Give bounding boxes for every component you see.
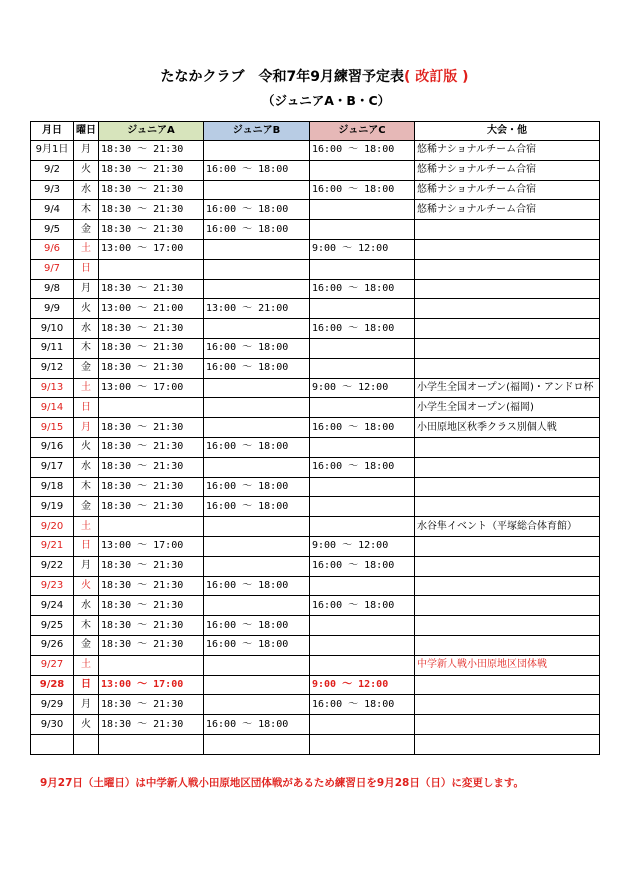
cell-day: 月 — [74, 418, 99, 438]
header-day: 曜日 — [74, 122, 99, 141]
cell-event — [415, 338, 600, 358]
table-row — [31, 259, 600, 279]
cell-junior-c — [310, 715, 415, 735]
cell-junior-c: 16:00 ～ 18:00 — [310, 180, 415, 200]
table-row — [31, 398, 600, 418]
cell-junior-b: 16:00 ～ 18:00 — [204, 635, 310, 655]
cell-date: 9/14 — [31, 398, 74, 418]
cell-day: 金 — [74, 220, 99, 240]
cell-event: 悠稀ナショナルチーム合宿 — [415, 180, 600, 200]
cell-junior-a: 13:00 ～ 17:00 — [99, 378, 204, 398]
table-row — [31, 279, 600, 299]
cell-event — [415, 536, 600, 556]
cell-event: 小田原地区秋季クラス別個人戦 — [415, 418, 600, 438]
cell-junior-a: 18:30 ～ 21:30 — [99, 576, 204, 596]
cell-day: 土 — [74, 517, 99, 537]
cell-day: 水 — [74, 457, 99, 477]
header-event: 大会・他 — [415, 122, 600, 141]
cell-date: 9/25 — [31, 616, 74, 636]
table-row — [31, 418, 600, 438]
cell-junior-a: 18:30 ～ 21:30 — [99, 200, 204, 220]
cell-date: 9/18 — [31, 477, 74, 497]
cell-junior-a: 18:30 ～ 21:30 — [99, 635, 204, 655]
cell-date: 9/6 — [31, 239, 74, 259]
cell-date — [31, 734, 74, 754]
cell-junior-a: 13:00 ～ 17:00 — [99, 536, 204, 556]
table-row — [31, 437, 600, 457]
cell-date: 9/3 — [31, 180, 74, 200]
cell-junior-b: 16:00 ～ 18:00 — [204, 576, 310, 596]
cell-event — [415, 497, 600, 517]
cell-event — [415, 457, 600, 477]
cell-date: 9/7 — [31, 259, 74, 279]
cell-day: 木 — [74, 338, 99, 358]
table-row — [31, 299, 600, 319]
cell-date: 9/4 — [31, 200, 74, 220]
table-row — [31, 180, 600, 200]
cell-junior-a: 18:30 ～ 21:30 — [99, 279, 204, 299]
cell-junior-a: 13:00 ～ 21:00 — [99, 299, 204, 319]
schedule-table — [30, 121, 600, 755]
cell-day: 月 — [74, 556, 99, 576]
header-junior-b: ジュニアB — [204, 122, 310, 141]
cell-junior-c: 16:00 ～ 18:00 — [310, 418, 415, 438]
page-title — [0, 66, 629, 86]
cell-junior-c: 16:00 ～ 18:00 — [310, 141, 415, 161]
cell-date: 9/17 — [31, 457, 74, 477]
table-row — [31, 200, 600, 220]
cell-date: 9/30 — [31, 715, 74, 735]
cell-day: 月 — [74, 695, 99, 715]
cell-date: 9/12 — [31, 358, 74, 378]
cell-date: 9/8 — [31, 279, 74, 299]
cell-junior-c: 16:00 ～ 18:00 — [310, 319, 415, 339]
cell-day: 火 — [74, 437, 99, 457]
cell-junior-b — [204, 141, 310, 161]
cell-date: 9/20 — [31, 517, 74, 537]
cell-junior-c — [310, 220, 415, 240]
cell-date: 9/15 — [31, 418, 74, 438]
cell-junior-b — [204, 675, 310, 695]
cell-junior-a: 18:30 ～ 21:30 — [99, 418, 204, 438]
cell-event: 小学生全国オープン(福岡)・アンドロ杯 — [415, 378, 600, 398]
cell-junior-a: 18:30 ～ 21:30 — [99, 358, 204, 378]
cell-event: 水谷隼イベント（平塚総合体育館） — [415, 517, 600, 537]
cell-day: 土 — [74, 655, 99, 675]
cell-junior-b — [204, 279, 310, 299]
cell-event — [415, 576, 600, 596]
cell-date: 9/19 — [31, 497, 74, 517]
cell-day: 金 — [74, 358, 99, 378]
cell-junior-c: 16:00 ～ 18:00 — [310, 695, 415, 715]
cell-junior-c — [310, 576, 415, 596]
cell-junior-a — [99, 734, 204, 754]
cell-date: 9/21 — [31, 536, 74, 556]
cell-event — [415, 220, 600, 240]
cell-date: 9/26 — [31, 635, 74, 655]
cell-day: 金 — [74, 497, 99, 517]
cell-day: 火 — [74, 715, 99, 735]
cell-junior-c: 9:00 ～ 12:00 — [310, 675, 415, 695]
cell-junior-b — [204, 596, 310, 616]
cell-event — [415, 715, 600, 735]
cell-junior-c: 16:00 ～ 18:00 — [310, 596, 415, 616]
cell-date: 9/24 — [31, 596, 74, 616]
cell-junior-a: 18:30 ～ 21:30 — [99, 141, 204, 161]
cell-event: 悠稀ナショナルチーム合宿 — [415, 160, 600, 180]
cell-junior-b: 16:00 ～ 18:00 — [204, 338, 310, 358]
cell-junior-a: 18:30 ～ 21:30 — [99, 338, 204, 358]
cell-day: 日 — [74, 675, 99, 695]
cell-junior-c: 9:00 ～ 12:00 — [310, 536, 415, 556]
cell-day: 火 — [74, 160, 99, 180]
schedule-body — [31, 141, 600, 755]
cell-day: 土 — [74, 378, 99, 398]
cell-junior-c — [310, 299, 415, 319]
cell-event — [415, 437, 600, 457]
cell-junior-c: 16:00 ～ 18:00 — [310, 457, 415, 477]
cell-junior-c — [310, 517, 415, 537]
cell-junior-b: 16:00 ～ 18:00 — [204, 616, 310, 636]
cell-date: 9/29 — [31, 695, 74, 715]
table-row — [31, 675, 600, 695]
cell-junior-c — [310, 497, 415, 517]
cell-junior-b — [204, 239, 310, 259]
table-row — [31, 715, 600, 735]
table-row — [31, 616, 600, 636]
cell-day: 水 — [74, 180, 99, 200]
cell-junior-c — [310, 616, 415, 636]
header-date: 月日 — [31, 122, 74, 141]
cell-junior-c: 9:00 ～ 12:00 — [310, 239, 415, 259]
table-row — [31, 338, 600, 358]
cell-day: 木 — [74, 477, 99, 497]
table-row — [31, 576, 600, 596]
cell-date: 9/23 — [31, 576, 74, 596]
cell-date: 9/11 — [31, 338, 74, 358]
cell-junior-b — [204, 378, 310, 398]
cell-day: 水 — [74, 319, 99, 339]
cell-event: 悠稀ナショナルチーム合宿 — [415, 141, 600, 161]
cell-junior-b — [204, 398, 310, 418]
cell-date: 9/13 — [31, 378, 74, 398]
table-row — [31, 536, 600, 556]
cell-day: 火 — [74, 576, 99, 596]
cell-junior-b — [204, 655, 310, 675]
table-row — [31, 378, 600, 398]
cell-junior-a: 18:30 ～ 21:30 — [99, 220, 204, 240]
table-row — [31, 655, 600, 675]
cell-junior-a: 18:30 ～ 21:30 — [99, 695, 204, 715]
cell-day: 日 — [74, 536, 99, 556]
cell-junior-a: 18:30 ～ 21:30 — [99, 160, 204, 180]
cell-event — [415, 734, 600, 754]
table-row — [31, 635, 600, 655]
cell-date: 9月1日 — [31, 141, 74, 161]
cell-event — [415, 675, 600, 695]
cell-event — [415, 319, 600, 339]
table-row — [31, 596, 600, 616]
table-row — [31, 695, 600, 715]
cell-junior-c — [310, 160, 415, 180]
cell-junior-a: 18:30 ～ 21:30 — [99, 437, 204, 457]
cell-junior-b — [204, 695, 310, 715]
cell-junior-b: 16:00 ～ 18:00 — [204, 200, 310, 220]
cell-event — [415, 358, 600, 378]
cell-junior-a: 18:30 ～ 21:30 — [99, 319, 204, 339]
cell-junior-b — [204, 180, 310, 200]
cell-day: 火 — [74, 299, 99, 319]
cell-date: 9/28 — [31, 675, 74, 695]
cell-junior-a — [99, 655, 204, 675]
cell-event — [415, 556, 600, 576]
cell-date: 9/16 — [31, 437, 74, 457]
cell-junior-b: 16:00 ～ 18:00 — [204, 715, 310, 735]
cell-junior-a: 18:30 ～ 21:30 — [99, 596, 204, 616]
cell-junior-a: 18:30 ～ 21:30 — [99, 180, 204, 200]
table-row — [31, 457, 600, 477]
cell-event: 悠稀ナショナルチーム合宿 — [415, 200, 600, 220]
cell-junior-b — [204, 319, 310, 339]
cell-junior-b: 16:00 ～ 18:00 — [204, 220, 310, 240]
table-row — [31, 517, 600, 537]
cell-day: 土 — [74, 239, 99, 259]
cell-event — [415, 259, 600, 279]
cell-day: 木 — [74, 200, 99, 220]
cell-junior-b: 16:00 ～ 18:00 — [204, 477, 310, 497]
table-row — [31, 239, 600, 259]
cell-junior-a — [99, 517, 204, 537]
cell-event: 中学新人戦小田原地区団体戦 — [415, 655, 600, 675]
cell-junior-b — [204, 536, 310, 556]
cell-date: 9/10 — [31, 319, 74, 339]
cell-junior-b: 16:00 ～ 18:00 — [204, 160, 310, 180]
table-row — [31, 319, 600, 339]
cell-date: 9/5 — [31, 220, 74, 240]
cell-event — [415, 299, 600, 319]
cell-junior-c — [310, 338, 415, 358]
cell-day: 日 — [74, 259, 99, 279]
cell-event — [415, 239, 600, 259]
cell-date: 9/9 — [31, 299, 74, 319]
cell-junior-a: 18:30 ～ 21:30 — [99, 556, 204, 576]
cell-junior-b — [204, 259, 310, 279]
cell-junior-a: 18:30 ～ 21:30 — [99, 715, 204, 735]
cell-junior-b — [204, 517, 310, 537]
cell-junior-a: 18:30 ～ 21:30 — [99, 497, 204, 517]
cell-junior-a: 18:30 ～ 21:30 — [99, 457, 204, 477]
cell-day: 月 — [74, 141, 99, 161]
title-main: たなかクラブ 令和7年9月練習予定表 — [160, 69, 404, 85]
cell-date: 9/27 — [31, 655, 74, 675]
cell-junior-b — [204, 556, 310, 576]
cell-day: 月 — [74, 279, 99, 299]
cell-date: 9/22 — [31, 556, 74, 576]
footnote: 9月27日（土曜日）は中学新人戦小田原地区団体戦があるため練習日を9月28日（日）に変更します。 — [40, 777, 524, 789]
cell-junior-c: 16:00 ～ 18:00 — [310, 279, 415, 299]
cell-junior-c — [310, 259, 415, 279]
cell-junior-a: 18:30 ～ 21:30 — [99, 477, 204, 497]
cell-event — [415, 279, 600, 299]
cell-junior-c: 9:00 ～ 12:00 — [310, 378, 415, 398]
cell-junior-b: 16:00 ～ 18:00 — [204, 358, 310, 378]
cell-event — [415, 695, 600, 715]
cell-junior-b: 16:00 ～ 18:00 — [204, 497, 310, 517]
cell-junior-c — [310, 655, 415, 675]
cell-junior-b: 16:00 ～ 18:00 — [204, 437, 310, 457]
cell-junior-a: 13:00 ～ 17:00 — [99, 675, 204, 695]
table-row — [31, 141, 600, 161]
cell-day: 水 — [74, 596, 99, 616]
table-header-row — [31, 122, 600, 141]
cell-event: 小学生全国オープン(福岡) — [415, 398, 600, 418]
table-row — [31, 477, 600, 497]
cell-event — [415, 616, 600, 636]
cell-junior-c — [310, 734, 415, 754]
cell-day — [74, 734, 99, 754]
cell-junior-a — [99, 398, 204, 418]
cell-junior-b — [204, 418, 310, 438]
cell-junior-c — [310, 398, 415, 418]
page-subtitle: （ジュニアA・B・C） — [262, 93, 391, 108]
cell-day: 金 — [74, 635, 99, 655]
cell-junior-c — [310, 437, 415, 457]
table-row — [31, 734, 600, 754]
cell-junior-a — [99, 259, 204, 279]
cell-junior-b — [204, 457, 310, 477]
table-row — [31, 358, 600, 378]
cell-event — [415, 596, 600, 616]
table-row — [31, 556, 600, 576]
table-row — [31, 497, 600, 517]
table-row — [31, 160, 600, 180]
cell-junior-c — [310, 200, 415, 220]
title-revision: ( 改訂版 ) — [403, 69, 469, 85]
cell-junior-c — [310, 477, 415, 497]
cell-junior-c: 16:00 ～ 18:00 — [310, 556, 415, 576]
cell-junior-c — [310, 358, 415, 378]
cell-day: 木 — [74, 616, 99, 636]
table-row — [31, 220, 600, 240]
cell-junior-b — [204, 734, 310, 754]
cell-event — [415, 477, 600, 497]
cell-date: 9/2 — [31, 160, 74, 180]
cell-junior-a: 13:00 ～ 17:00 — [99, 239, 204, 259]
cell-junior-a: 18:30 ～ 21:30 — [99, 616, 204, 636]
cell-junior-c — [310, 635, 415, 655]
cell-day: 日 — [74, 398, 99, 418]
header-junior-c: ジュニアC — [310, 122, 415, 141]
cell-event — [415, 635, 600, 655]
cell-junior-b: 13:00 ～ 21:00 — [204, 299, 310, 319]
header-junior-a: ジュニアA — [99, 122, 204, 141]
